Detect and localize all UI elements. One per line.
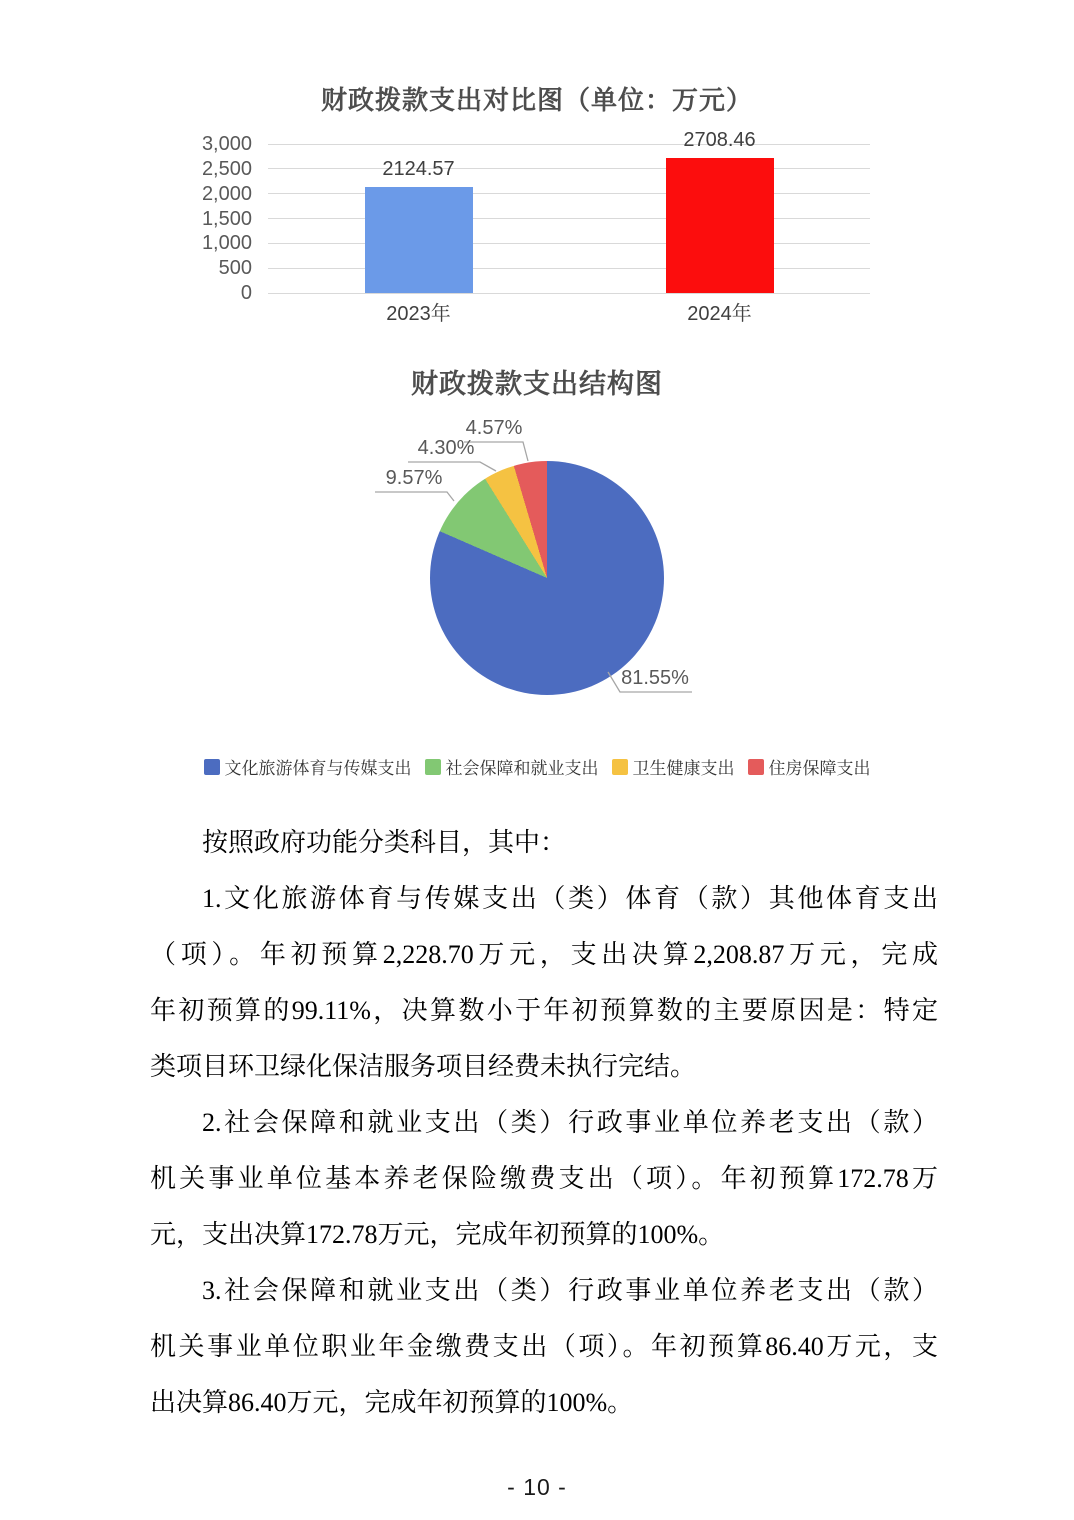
pie-legend (0, 754, 1074, 779)
y-axis-tick-label: 3,000 (201, 133, 252, 155)
text-line: 出决算86.40万元，完成年初预算的100%。 (150, 1388, 634, 1417)
paragraph (150, 871, 938, 1095)
legend-label: 文化旅游体育与传媒支出 (224, 759, 412, 778)
legend-label: 卫生健康支出 (632, 759, 735, 778)
legend-item (748, 754, 871, 779)
text-line: 类项目环卫绿化保洁服务项目经费未执行完结。 (150, 1052, 697, 1081)
paragraph (150, 815, 938, 871)
text-line: 机关事业单位基本养老保险缴费支出（项）。年初预算172.78万 (150, 1164, 938, 1193)
page-number: - 10 - (507, 1474, 567, 1500)
pie-slice-label: 4.57% (465, 417, 523, 439)
y-axis-tick-label: 1,000 (201, 232, 252, 255)
paragraph (150, 1263, 938, 1431)
legend-item (612, 754, 735, 779)
legend-item (204, 754, 412, 779)
pie-slice-label: 4.30% (417, 437, 475, 459)
legend-swatch (425, 759, 441, 775)
y-axis-tick-label: 2,500 (201, 157, 252, 180)
bar-chart-title: 财政拨款支出对比图（单位：万元） (320, 85, 753, 115)
y-axis-tick-label: 0 (240, 282, 252, 304)
legend-label: 住房保障支出 (768, 759, 871, 778)
legend-swatch (748, 759, 764, 775)
text-line: 按照政府功能分类科目，其中： (202, 828, 567, 857)
bar-category-label: 2023年 (386, 303, 451, 325)
bar-category-label: 2024年 (687, 303, 752, 325)
bar-value-label: 2708.46 (683, 129, 756, 152)
pie-slice-label: 9.57% (385, 467, 443, 489)
text-line: 2.社会保障和就业支出（类）行政事业单位养老支出（款） (202, 1108, 938, 1137)
text-line: （项）。年初预算2,228.70万元，支出决算2,208.87万元，完成 (150, 940, 938, 969)
legend-item (425, 754, 599, 779)
text-line: 3.社会保障和就业支出（类）行政事业单位养老支出（款） (202, 1276, 938, 1305)
text-line: 年初预算的99.11%，决算数小于年初预算数的主要原因是：特定 (150, 996, 938, 1025)
body-text (150, 815, 938, 1431)
y-axis-tick-label: 500 (218, 257, 252, 280)
pie-slice-label: 81.55% (621, 667, 689, 689)
legend-swatch (204, 759, 220, 775)
text-line: 元，支出决算172.78万元，完成年初预算的100%。 (150, 1220, 725, 1249)
bar-value-label: 2124.57 (382, 158, 455, 181)
legend-swatch (612, 759, 628, 775)
legend-label: 社会保障和就业支出 (445, 759, 599, 778)
y-axis-tick-label: 1,500 (201, 207, 252, 230)
pie-chart-title: 财政拨款支出结构图 (411, 369, 663, 399)
text-line: 机关事业单位职业年金缴费支出（项）。年初预算86.40万元，支 (150, 1332, 938, 1361)
text-line: 1.文化旅游体育与传媒支出（类）体育（款）其他体育支出 (202, 884, 938, 913)
paragraph (150, 1095, 938, 1263)
y-axis-tick-label: 2,000 (201, 182, 252, 205)
